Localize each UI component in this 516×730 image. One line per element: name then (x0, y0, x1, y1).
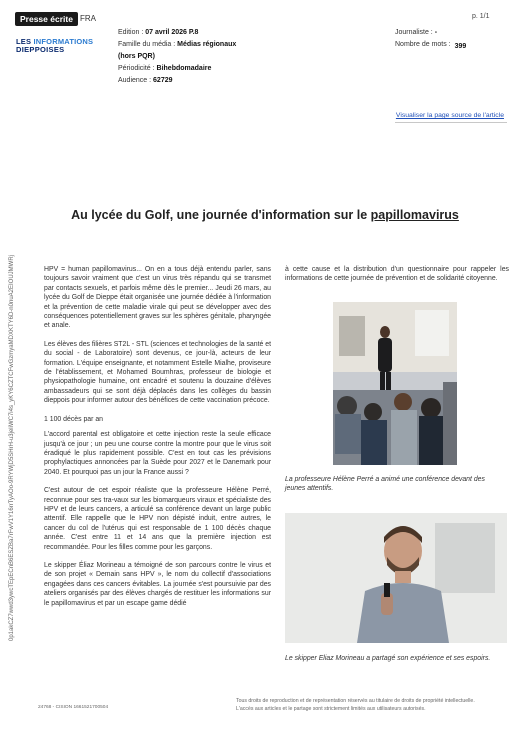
page-number: p. 1/1 (472, 13, 490, 20)
audience-label: Audience : (118, 77, 154, 84)
language-label: FRA (80, 14, 96, 23)
view-source-link[interactable]: Visualiser la page source de l'article (395, 112, 504, 119)
word-count-label: Nombre de mots : (395, 41, 453, 48)
logo-text-informations: INFORMATIONS (33, 37, 94, 46)
family-value-continued: (hors PQR) (118, 53, 155, 60)
paragraph-parental-consent: L'accord parental est obligatoire et cette injection reste la seule efficace jusqu'à ce jour ; un peu une course contre la montre pour que le virus soit éradiqué le plus rapidement possible. C'est en tout cas les prévisions prophylactiques annoncées par la Suède pour 2027 et le Danemark pour 2040. Et pourquoi pas un jour la France aussi ? (44, 431, 271, 476)
article-metadata (395, 27, 466, 51)
media-metadata (118, 27, 236, 87)
article-title (30, 208, 500, 222)
media-type-badge: Presse écrite (15, 12, 78, 26)
periodicity-label: Périodicité : (118, 65, 157, 72)
document-code: 24768 - CISION 1661521700504 (38, 705, 109, 710)
periodicity-value: Bihebdomadaire (156, 65, 212, 72)
journalist-label: Journaliste : (395, 29, 435, 36)
edition-label: Edition : (118, 29, 146, 36)
publication-logo (16, 38, 98, 54)
edition-value: 07 avril 2026 P.8 (145, 29, 199, 36)
audience-value: 62729 (153, 77, 173, 84)
rights-notice (236, 697, 475, 713)
conference-photo (333, 302, 457, 465)
document-id-strip: 0p1akCZ7wwd3ywcTEpECnB6ESZBa7rFwV1Y16rrTyAOo-9RYWjD5SHrH-u3jeliWC7i4s_yKY6CZTCFwGzmyaMDXKTY6D-n0nuA2EIOUJMWRj (9, 255, 15, 641)
article-column-left (44, 265, 271, 617)
family-value: Médias régionaux (177, 41, 237, 48)
paragraph-conference: C'est autour de cet espoir réaliste que la professeure Hélène Perré, reconnue pour ses tra-vaux sur les biomarqueurs viraux et spécialiste des HPV et de leurs cancers, a articulé sa conférence devant un large public attentif. Elle rappelle que le HPV non dépisté induit, entre autres, le cancer du col de l'utérus qui est responsable de 1 100 décès chaque année. C'est entre 11 et 14 ans que la première injection est recommandée. Pour les filles comme pour les garçons. (44, 487, 271, 551)
rights-line-2: L'accès aux articles et le partage sont strictement limités aux utilisateurs autorisés. (236, 706, 426, 712)
skipper-photo (285, 513, 507, 643)
word-count-value: 399 (454, 43, 467, 50)
article-title-main: Au lycée du Golf, une journée d'information sur le (71, 208, 371, 222)
caption-skipper: Le skipper Eliaz Morineau a partagé son expérience et ses espoirs. (285, 655, 491, 662)
rights-line-1: Tous droits de reproduction et de représentation réservés au titulaire de droits de propriété intellectuelle. (236, 698, 475, 704)
logo-text-dieppoises: DIEPPOISES (16, 45, 65, 54)
journalist-value: - (434, 29, 438, 36)
subheading: 1 100 décès par an (44, 415, 103, 423)
paragraph-students: Les élèves des filières ST2L - STL (sciences et technologies de la santé et du social - de Laboratoire) sont devenus, ce jour-là, acteurs de leur formation. L'équipe enseignante, et notamment Estelle Mialhe, proviseure de l'établissement, et Mohamed Boumhras, professeur de biologie et physiopathologie humaine, ont encadré et soutenu la douzaine d'élèves ambassadeurs qui se sont déjà déplacés dans les collèges du bassin dieppois pour informer autour des bénéfices de cette vaccination précoce. (44, 340, 272, 405)
article-column-right (285, 265, 509, 293)
conference-photo-image (333, 302, 457, 465)
paragraph-closing: à cette cause et la distribution d'un questionnaire pour rappeler les informations de cette journée de prévention et de solidarité citoyenne. (285, 266, 509, 283)
article-title-keyword: papillomavirus (370, 208, 459, 222)
family-label: Famille du média : (118, 41, 178, 48)
paragraph-intro: HPV = human papillomavirus... On en a tous déjà entendu parler, sans toujours savoir vraiment que c'est un virus très répandu qui se transmet par contacts sexuels, et parfois même dès le premier... Jeudi 26 mars, au lycée du Golf de Dieppe était organisée une journée dédiée à l'information et la prévention de cette maladie virale qui peut se développer avec des conséquences potentiellement graves sur les sphères génitale, pharyngée et anale. (44, 266, 271, 330)
divider (395, 122, 507, 123)
caption-conference: La professeure Hélène Perré a animé une conférence devant des jeunes attentifs. (285, 476, 485, 493)
logo-text-les: LES (16, 37, 34, 46)
paragraph-skipper: Le skipper Éliaz Morineau a témoigné de son parcours contre le virus et de son projet « Demain sans HPV », le nom du collectif d'associations engagées dans ces cancers évitables. La journée s'est poursuivie par des ateliers organisés par des élèves chargés de restituer les informations sur le papillomavirus et par un escape game dédié (44, 561, 271, 607)
skipper-photo-image (285, 513, 507, 643)
